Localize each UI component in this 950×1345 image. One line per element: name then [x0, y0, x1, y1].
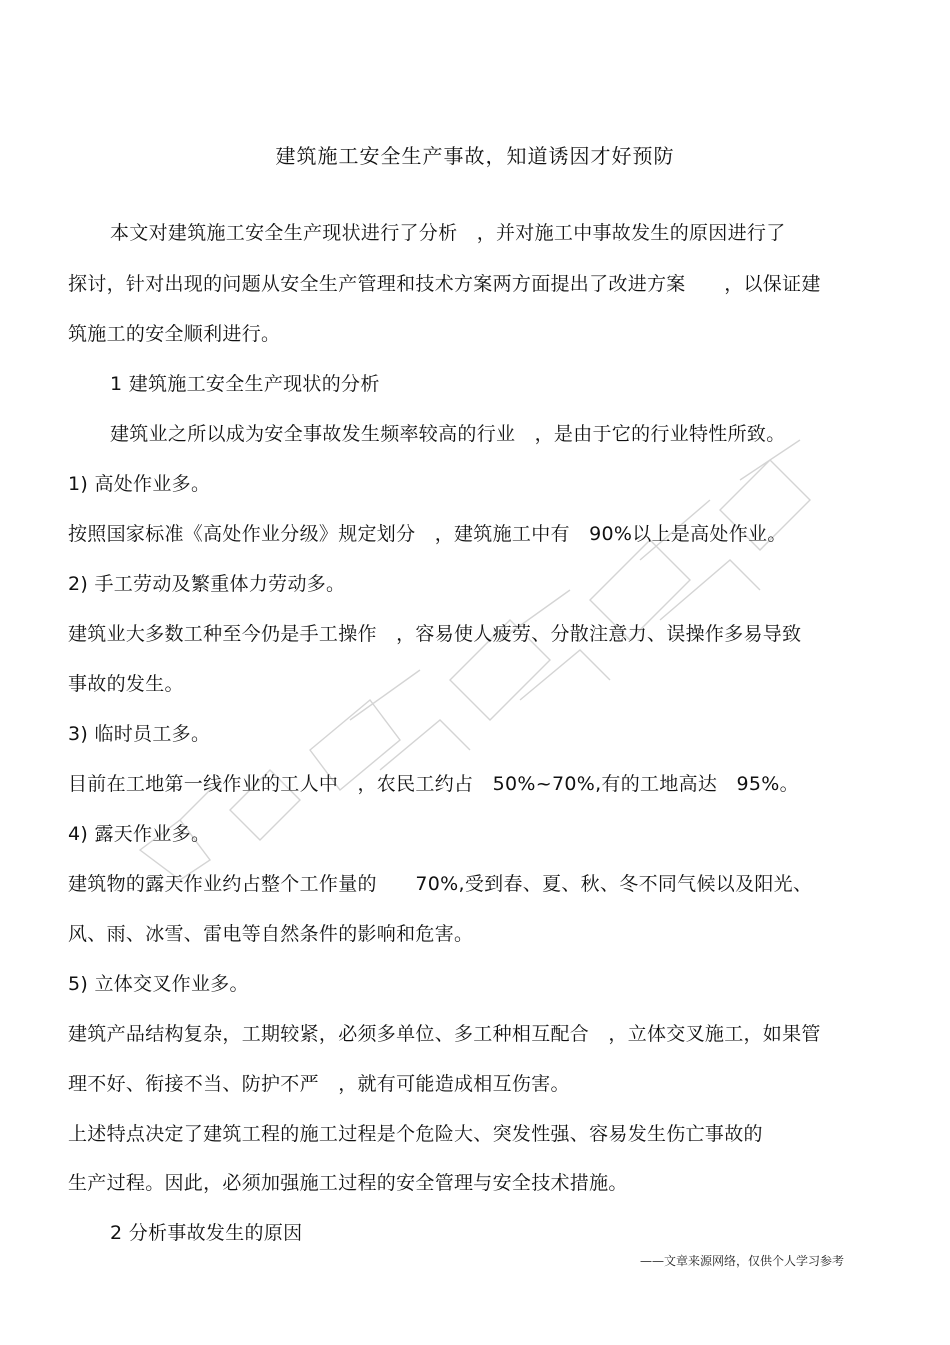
list-item-heading: 3) 临时员工多。 — [68, 723, 211, 745]
paragraph-line: 理不好、衔接不当、防护不严 ，就有可能造成相互伤害。 — [68, 1073, 570, 1095]
paragraph-line: 按照国家标准《高处作业分级》规定划分 ，建筑施工中有 90%以上是高处作业。 — [68, 523, 787, 545]
section-heading: 2 分析事故发生的原因 — [110, 1222, 303, 1244]
paragraph-line: 建筑业大多数工种至今仍是手工操作 ，容易使人疲劳、分散注意力、误操作多易导致 — [68, 623, 802, 645]
source-footer: ——文章来源网络，仅供个人学习参考 — [640, 1254, 845, 1268]
watermark-outline-text — [120, 420, 820, 880]
paragraph-line: 探讨，针对出现的问题从安全生产管理和技术方案两方面提出了改进方案 ，以保证建 — [68, 273, 821, 295]
paragraph-line: 目前在工地第一线作业的工人中 ，农民工约占 50%~70%,有的工地高达 95%。 — [68, 773, 799, 795]
list-item-heading: 2) 手工劳动及繁重体力劳动多。 — [68, 573, 346, 595]
paragraph-line: 事故的发生。 — [68, 673, 184, 695]
paragraph-line: 建筑业之所以成为安全事故发生频率较高的行业 ，是由于它的行业特性所致。 — [110, 423, 786, 445]
paragraph-line: 生产过程。因此，必须加强施工过程的安全管理与安全技术措施。 — [68, 1172, 628, 1194]
list-item-heading: 5) 立体交叉作业多。 — [68, 973, 249, 995]
paragraph-line: 风、雨、冰雪、雷电等自然条件的影响和危害。 — [68, 923, 474, 945]
paragraph-line: 建筑物的露天作业约占整个工作量的 70%,受到春、夏、秋、冬不同气候以及阳光、 — [68, 873, 813, 895]
paragraph-line: 上述特点决定了建筑工程的施工过程是个危险大、突发性强、容易发生伤亡事故的 — [68, 1123, 763, 1145]
page-title: 建筑施工安全生产事故，知道诱因才好预防 — [275, 144, 675, 168]
paragraph-line: 筑施工的安全顺利进行。 — [68, 323, 281, 345]
section-heading: 1 建筑施工安全生产现状的分析 — [110, 373, 380, 395]
list-item-heading: 4) 露天作业多。 — [68, 823, 211, 845]
list-item-heading: 1) 高处作业多。 — [68, 473, 211, 495]
paragraph-line: 本文对建筑施工安全生产现状进行了分析 ，并对施工中事故发生的原因进行了 — [110, 222, 786, 244]
paragraph-line: 建筑产品结构复杂，工期较紧，必须多单位、多工种相互配合 ，立体交叉施工，如果管 — [68, 1023, 821, 1045]
